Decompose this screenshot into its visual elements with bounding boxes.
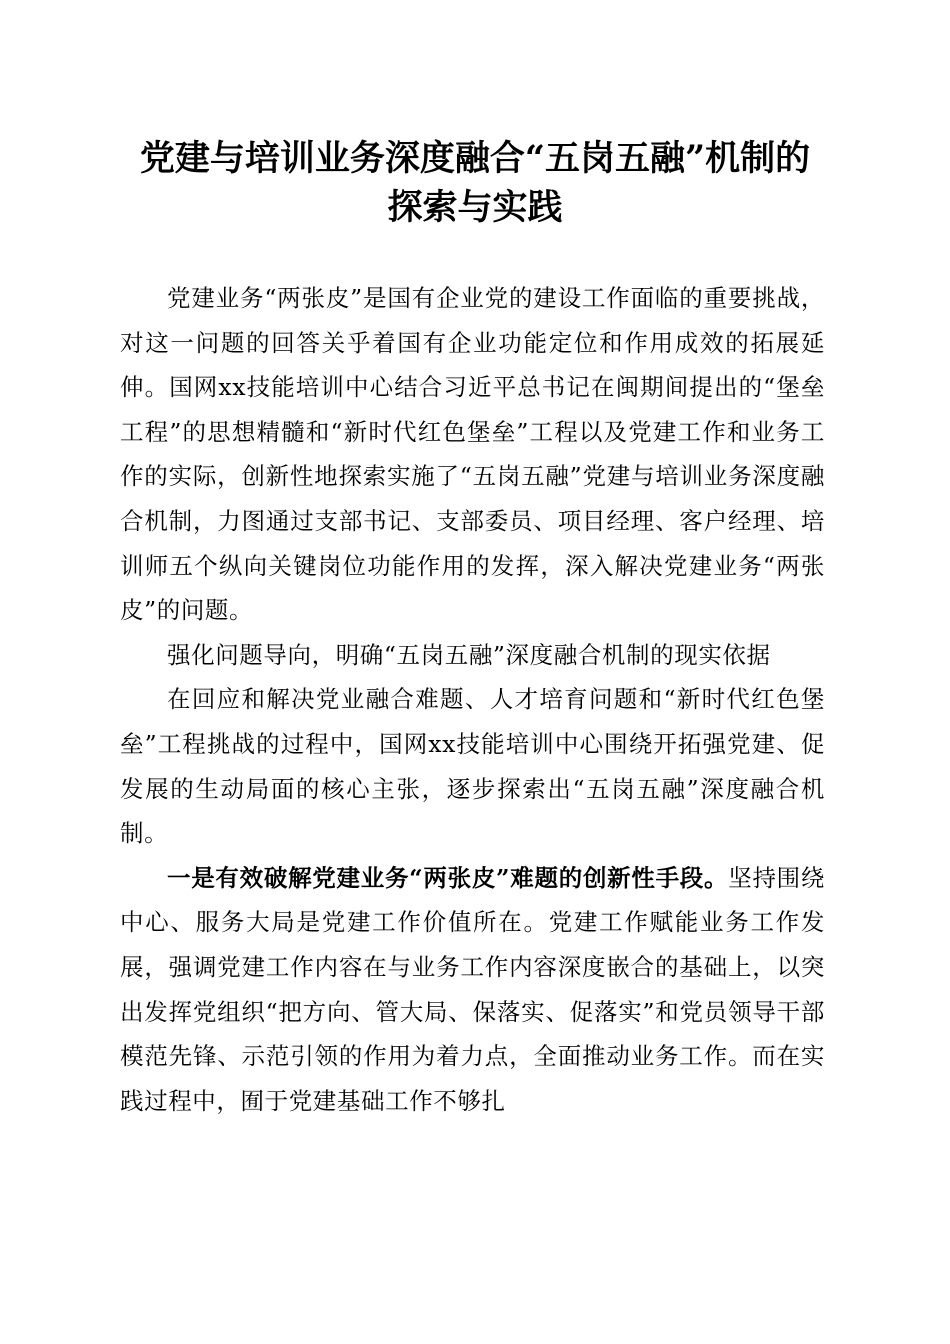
title-line-1: 党建与培训业务深度融合“五岗五融”机制的: [139, 138, 811, 179]
paragraph-point-one: [120, 856, 825, 1124]
title-line-2: 探索与实践: [387, 187, 563, 228]
paragraph-text: 党建业务“两张皮”是国有企业党的建设工作面临的重要挑战，对这一问题的回答关乎着国有企业功能定位和作用成效的拓展延伸。国网xx技能培训中心结合习近平总书记在闽期间提出的“堡垒工程”的思想精髓和“新时代红色堡垒”工程以及党建工作和业务工作的实际，创新性地探索实施了“五岗五融”党建与培训业务深度融合机制，力图通过支部书记、支部委员、项目经理、客户经理、培训师五个纵向关键岗位功能作用的发挥，深入解决党建业务“两张皮”的问题。: [120, 284, 825, 625]
page-title: [100, 134, 850, 232]
paragraph-section-intro: [120, 677, 825, 855]
paragraph-text: 强化问题导向，明确“五岗五融”深度融合机制的现实依据: [167, 640, 771, 669]
section-heading: [120, 633, 825, 678]
paragraph-lead: 一是有效破解党建业务“两张皮”难题的创新性手段。: [167, 863, 729, 892]
paragraph-text: 在回应和解决党业融合难题、人才培育问题和“新时代红色堡垒”工程挑战的过程中，国网xx技能培训中心围绕开拓强党建、促发展的生动局面的核心主张，逐步探索出“五岗五融”深度融合机制。: [120, 685, 825, 848]
paragraph-intro: [120, 276, 825, 633]
document-body: [120, 276, 825, 1123]
paragraph-text: 坚持围绕中心、服务大局是党建工作价值所在。党建工作赋能业务工作发展，强调党建工作内容在与业务工作内容深度嵌合的基础上，以突出发挥党组织“把方向、管大局、保落实、促落实”和党员领导干部模范先锋、示范引领的作用为着力点，全面推动业务工作。而在实践过程中，囿于党建基础工作不够扎: [120, 863, 826, 1115]
